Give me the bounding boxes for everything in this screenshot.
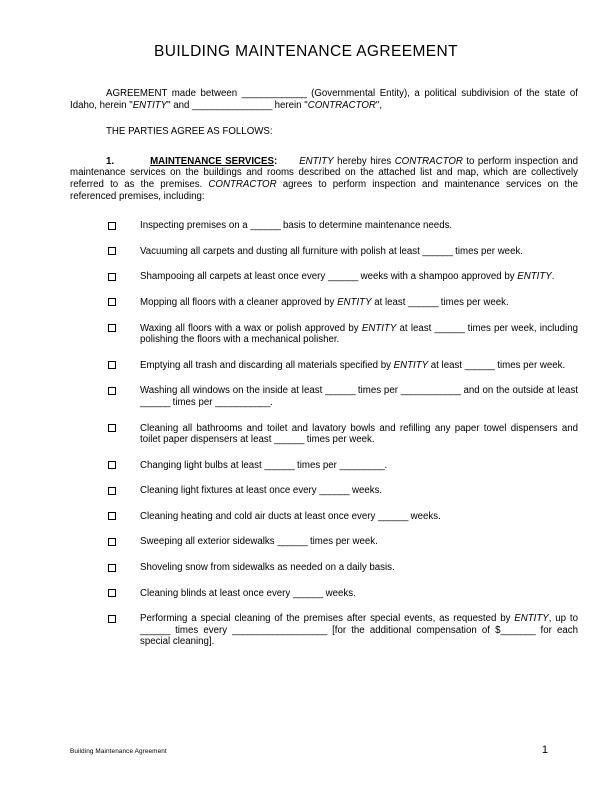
defined-term: ENTITY [517,271,552,283]
list-item [70,536,578,548]
text-run: Changing light bulbs at least [140,459,265,471]
list-item [70,220,578,232]
preamble-entity-term: ENTITY [132,99,168,111]
spacer [70,111,578,126]
list-item-text [140,485,382,496]
text-run: times per [294,459,340,471]
text-run: and on the outside at least [460,385,578,397]
text-run: for each special cleaning]. [140,624,578,648]
empty-square-box-icon [108,615,116,623]
spacer [70,138,578,156]
empty-square-box-icon [108,247,116,255]
fill-in-blank[interactable]: ______ [274,434,305,446]
clause-1-text-a: hereby hires [333,155,395,167]
empty-square-box-icon [108,589,116,597]
preamble-contractor-term: CONTRACTOR [307,99,376,111]
list-item-text [140,323,578,346]
document-body [70,88,578,648]
list-item [70,485,578,497]
text-run: [for the additional compensation of $ [326,624,501,636]
list-item-text [140,385,578,408]
list-item [70,511,578,523]
empty-square-box-icon [108,512,116,520]
footer-page-number: 1 [541,744,548,756]
list-item [70,297,578,309]
text-run: Shoveling snow from sidewalks as needed on a daily basis. [140,562,395,574]
fill-in-blank[interactable]: ______ [277,536,308,548]
fill-in-blank[interactable]: ______ [264,459,295,471]
empty-square-box-icon [108,461,116,469]
text-run: , up to [548,613,578,625]
list-item-text [140,297,509,308]
preamble-part-a: AGREEMENT made between [106,88,242,99]
empty-square-box-icon [108,387,116,395]
empty-square-box-icon [108,538,116,546]
list-item-text [140,360,565,371]
empty-square-box-icon [108,361,116,369]
fill-in-blank[interactable]: ___________ [215,396,271,408]
text-run: Vacuuming all carpets and dusting all furniture with polish at least [140,245,423,257]
list-item [70,323,578,346]
text-run: basis to determine maintenance needs. [280,220,453,232]
list-item-text [140,511,441,522]
list-item-text [140,536,378,547]
list-item [70,460,578,472]
list-item-text [140,220,452,231]
list-item [70,246,578,258]
text-run: times per week. [452,245,523,257]
text-run: weeks with a shampoo approved by [357,271,518,283]
clause-1-contractor-term-2: CONTRACTOR [208,178,277,190]
clause-1-number: 1. [106,155,115,167]
text-run: . [384,459,388,471]
empty-square-box-icon [108,273,116,281]
text-run: Washing all windows on the inside at least [140,385,326,397]
clause-1-text-b: to perform inspection and maintenance services on the buildings and rooms described on the attached list and map, which are collectively referred to as the premises. [70,155,578,190]
clause-1-colon: : [273,155,278,167]
maintenance-services-list [70,220,578,648]
page-title: BUILDING MAINTENANCE AGREEMENT [154,43,458,61]
empty-square-box-icon [108,324,116,332]
preamble-part-e: ", [375,99,383,111]
clause-1-text-c: agrees to perform inspection and maintenance services on the referenced premises, including: [70,178,578,202]
fill-in-blank[interactable]: _________ [339,459,385,471]
fill-in-blank[interactable]: ______ [140,396,170,408]
page-footer [70,744,578,756]
list-item-text [140,460,387,471]
clause-1-entity-term: ENTITY [299,155,334,167]
list-item-text [140,423,578,446]
text-run: Cleaning heating and cold air ducts at least once every [140,510,379,522]
text-run: Inspecting premises on a [140,220,251,232]
text-run: Sweeping all exterior sidewalks [140,536,278,548]
fill-in-blank[interactable]: ______ [325,385,356,397]
clause-1-paragraph [70,156,578,202]
list-item [70,385,578,408]
fill-in-blank[interactable]: ______ [250,220,281,232]
clause-1-heading: MAINTENANCE SERVICES [150,155,274,167]
list-item [70,271,578,283]
text-run: . [270,396,273,408]
text-run: Cleaning light fixtures at least once every [140,485,320,497]
empty-square-box-icon [108,487,116,495]
text-run: times per [169,396,216,408]
text-run: Performing a special cleaning of the premises after special events, as requested by [140,613,515,625]
text-run: weeks. [349,485,383,497]
fill-in-blank[interactable]: ______ [140,624,170,636]
list-item-text [140,271,554,282]
list-item [70,613,578,648]
text-run: Cleaning all bathrooms and toilet and lavatory bowls and refilling any paper towel dispensers and toilet paper dispensers at least [140,422,578,446]
text-run: times per week. [494,359,566,371]
preamble-part-c: " and [167,99,193,111]
text-run: times every [169,624,233,636]
list-item [70,360,578,372]
text-run: Cleaning blinds at least once every [140,587,293,599]
text-run: times per [355,385,401,397]
text-run: at least [428,359,465,371]
text-run: at least [371,296,409,308]
empty-square-box-icon [108,424,116,432]
fill-in-blank[interactable]: ______ [292,587,323,599]
fill-in-blank[interactable]: ______ [378,510,408,522]
list-item-text [140,246,523,257]
footer-document-name: Building Maintenance Agreement [70,748,167,755]
fill-in-blank[interactable]: ___________________ [232,624,327,636]
list-item-text [140,588,356,599]
fill-in-blank[interactable]: ______ [434,322,465,334]
list-item [70,423,578,446]
fill-in-blank[interactable]: ______ [408,296,439,308]
empty-square-box-icon [108,564,116,572]
clause-1-contractor-term: CONTRACTOR [394,155,463,167]
text-run: Waxing all floors with a wax or polish approved by [140,322,362,334]
fill-in-blank[interactable]: ______ [464,359,495,371]
empty-square-box-icon [108,222,116,230]
text-run: Emptying all trash and discarding all materials specified by [140,359,394,371]
preamble-part-b: (Governmental Entity), a political subdivision of the state of Idaho, herein " [70,88,578,111]
text-run: weeks. [322,587,356,599]
empty-square-box-icon [108,298,116,306]
text-run: Shampooing all carpets at least once every [140,271,328,283]
text-run: Mopping all floors with a cleaner approved by [140,296,338,308]
spacer [70,202,578,220]
list-item-text [140,613,578,647]
defined-term: ENTITY [514,613,549,625]
list-item-text [140,562,395,573]
parties-agree-line: THE PARTIES AGREE AS FOLLOWS: [106,126,273,138]
preamble-blank-2[interactable]: ________________ [192,99,272,111]
list-item [70,588,578,600]
preamble-part-d: herein " [271,99,308,111]
defined-term: ENTITY [337,296,372,308]
fill-in-blank[interactable]: ______ [422,245,453,257]
text-run: weeks. [407,510,441,522]
text-run: times per week, including polishing the floors with a mechanical polisher. [140,322,578,346]
text-run: times per week. [304,434,375,446]
text-run: . [551,271,555,283]
list-item [70,562,578,574]
text-run: times per week. [438,296,509,308]
fill-in-blank[interactable]: _______ [500,624,536,636]
fill-in-blank[interactable]: ______ [319,485,350,497]
preamble-blank-1[interactable]: _____________ [241,88,307,99]
defined-term: ENTITY [393,359,429,371]
defined-term: ENTITY [361,322,397,334]
preamble-paragraph [70,88,578,111]
text-run: times per week. [307,536,378,548]
fill-in-blank[interactable]: ______ [327,271,358,283]
fill-in-blank[interactable]: ____________ [400,385,461,397]
text-run: at least [396,322,435,334]
